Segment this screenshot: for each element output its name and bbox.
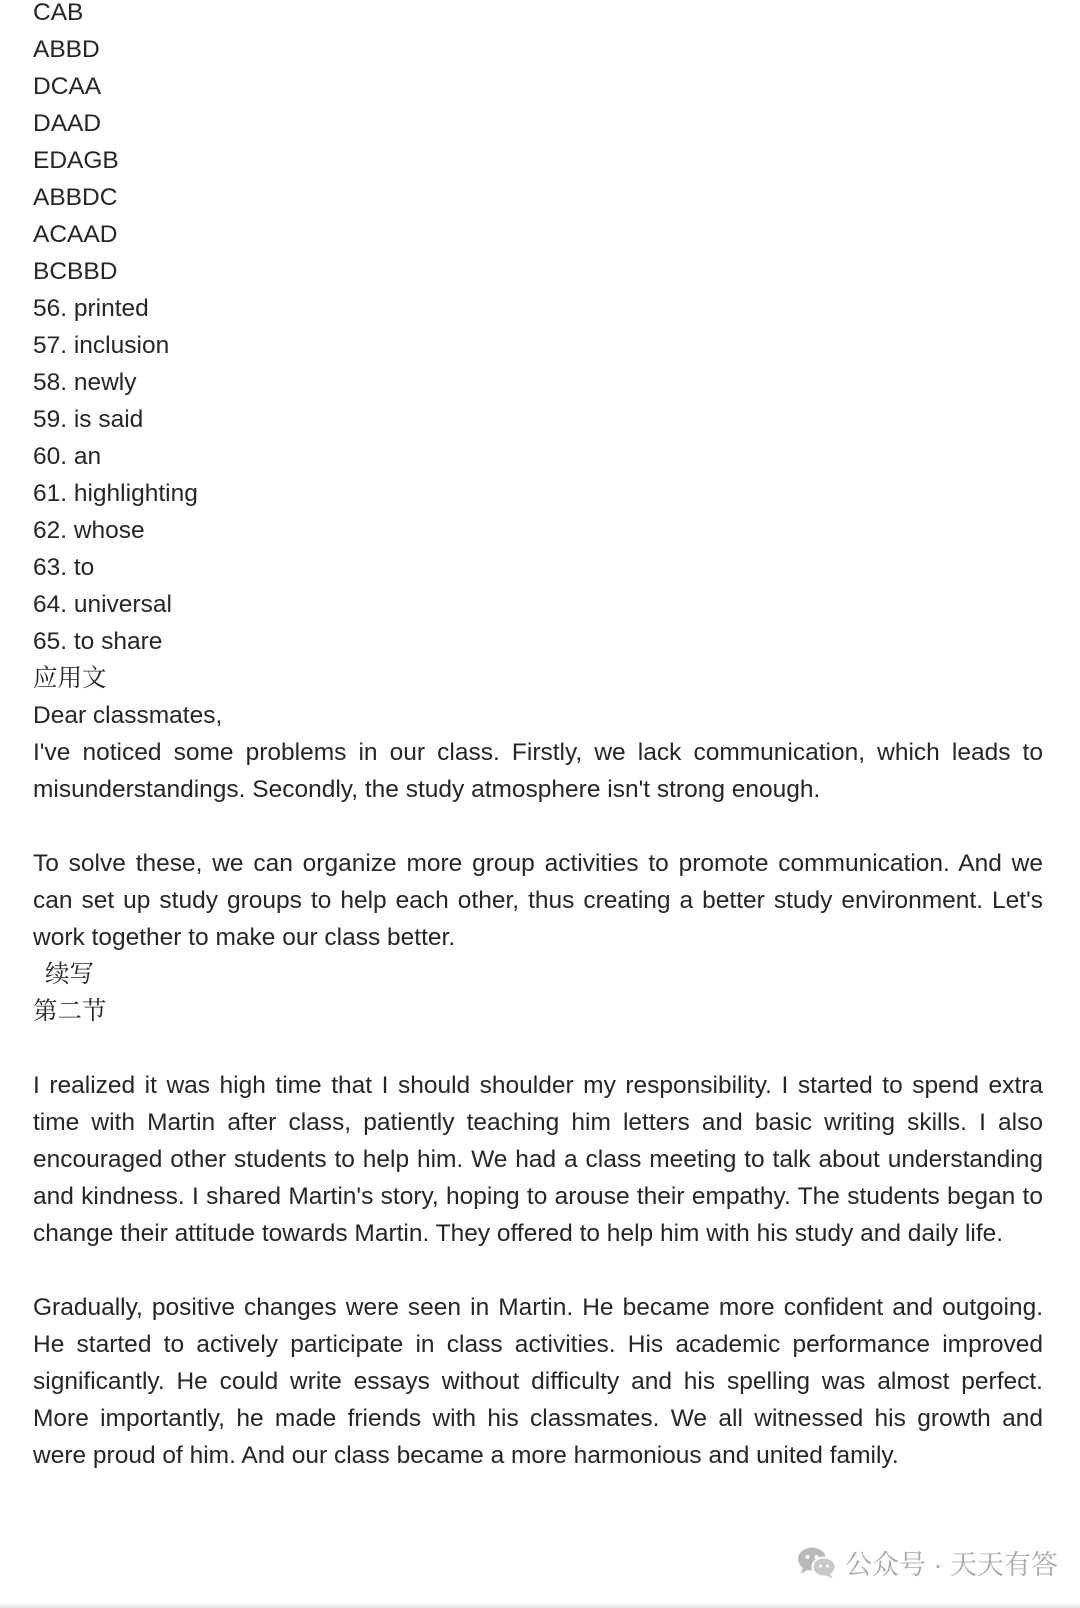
- fill-in-answers: [33, 290, 1043, 660]
- answer-document: [33, 0, 1043, 1474]
- answer-row: ABBD: [33, 36, 100, 63]
- spacer: [33, 1252, 1043, 1289]
- fill-in-item: 60. an: [33, 443, 102, 470]
- spacer: [33, 1030, 1043, 1067]
- watermark-text: 公众号 · 天天有答: [845, 1550, 1058, 1580]
- page-bottom-edge: [0, 1602, 1080, 1608]
- continuation-heading: 续写: [45, 961, 94, 988]
- fill-in-item: 63. to: [33, 554, 95, 581]
- fill-in-item: 57. inclusion: [33, 332, 170, 359]
- answer-row: BCBBD: [33, 258, 118, 285]
- watermark: [797, 1543, 1058, 1582]
- letter-greeting: Dear classmates,: [33, 702, 223, 729]
- section-heading: 第二节: [33, 998, 107, 1025]
- wechat-icon: [797, 1546, 837, 1580]
- answer-row: ABBDC: [33, 184, 118, 211]
- fill-in-item: 62. whose: [33, 517, 145, 544]
- answer-row: DCAA: [33, 73, 102, 100]
- answer-row: DAAD: [33, 110, 102, 137]
- answer-row: CAB: [33, 0, 84, 26]
- fill-in-item: 61. highlighting: [33, 480, 198, 507]
- answer-row: EDAGB: [33, 147, 119, 174]
- spacer: [33, 808, 1043, 845]
- letter-paragraph: To solve these, we can organize more group activities to promote communication. And we can set up study groups to help each other, thus creating a better study environment. Let's work together to make our class better.: [33, 850, 1043, 951]
- fill-in-item: 58. newly: [33, 369, 137, 396]
- fill-in-item: 59. is said: [33, 406, 144, 433]
- fill-in-item: 65. to share: [33, 628, 163, 655]
- story-paragraph: I realized it was high time that I should shoulder my responsibility. I started to spend extra time with Martin after class, patiently teaching him letters and basic writing skills. I also encouraged other students to help him. We had a class meeting to talk about understanding and kindness. I shared Martin's story, hoping to arouse their empathy. The students began to change their attitude towards Martin. They offered to help him with his study and daily life.: [33, 1072, 1043, 1247]
- answer-rows: [33, 0, 1043, 290]
- applied-writing-heading: 应用文: [33, 665, 107, 692]
- story-paragraph: Gradually, positive changes were seen in Martin. He became more confident and outgoing. He started to actively participate in class activities. His academic performance improved significantly. He could write essays without difficulty and his spelling was almost perfect. More importantly, he made friends with his classmates. We all witnessed his growth and were proud of him. And our class became a more harmonious and united family.: [33, 1294, 1043, 1469]
- fill-in-item: 56. printed: [33, 295, 149, 322]
- fill-in-item: 64. universal: [33, 591, 172, 618]
- answer-row: ACAAD: [33, 221, 118, 248]
- letter-paragraph: I've noticed some problems in our class. Firstly, we lack communication, which leads to misunderstandings. Secondly, the study atmosphere isn't strong enough.: [33, 739, 1043, 803]
